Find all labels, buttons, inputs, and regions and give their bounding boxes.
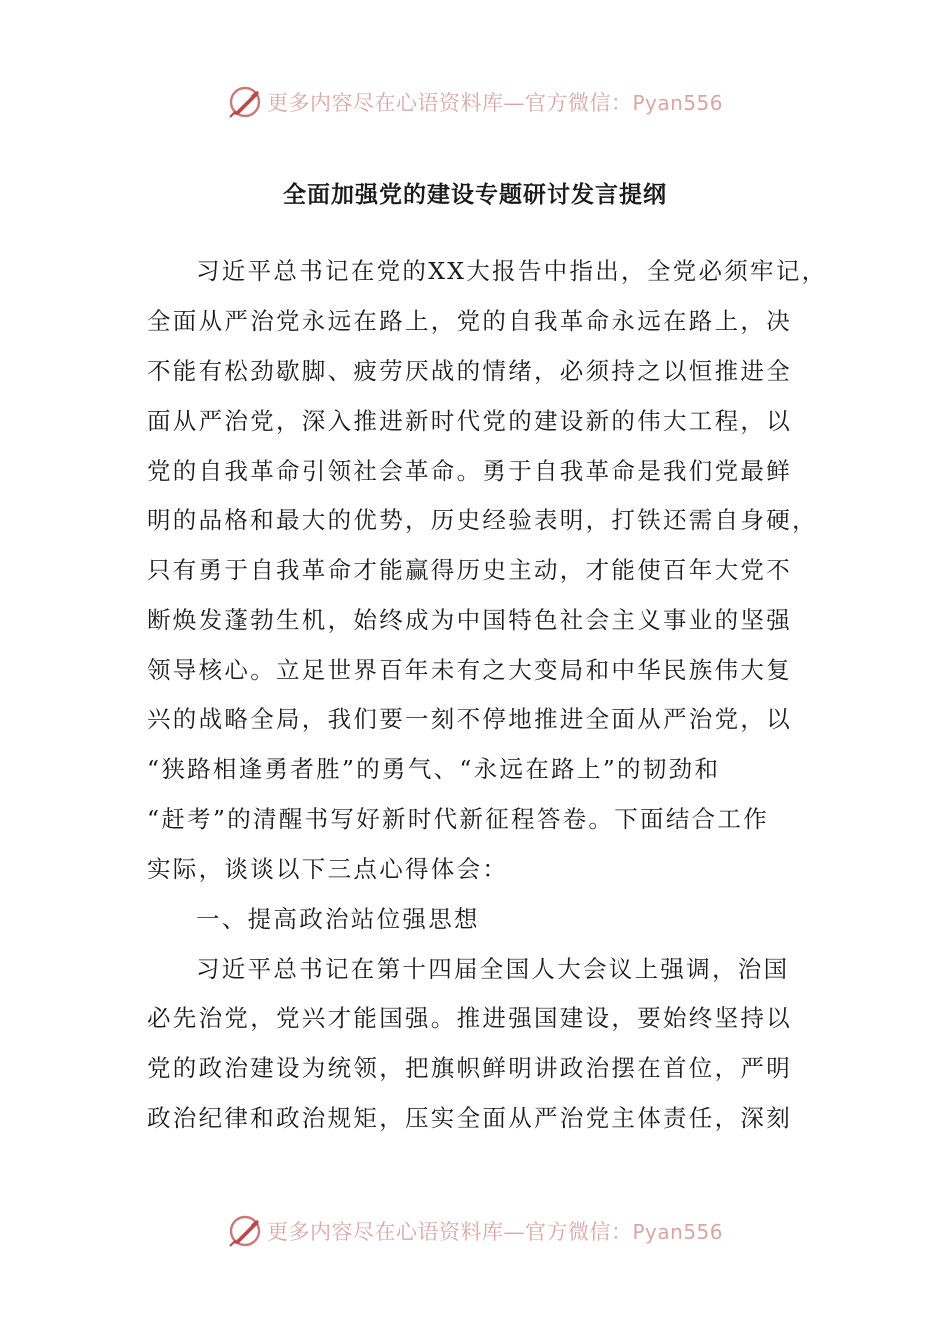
paragraph-line: 兴的战略全局，我们要一刻不停地推进全面从严治党，以 (147, 705, 792, 733)
paragraph-line: 只有勇于自我革命才能赢得历史主动，才能使百年大党不 (147, 556, 792, 584)
paragraph-line: 必先治党，党兴才能国强。推进强国建设，要始终坚持以 (147, 1004, 792, 1032)
header-watermark (0, 82, 950, 122)
paragraph-line: 不能有松劲歇脚、疲劳厌战的情绪，必须持之以恒推进全 (147, 357, 792, 385)
paragraph-line: 断焕发蓬勃生机，始终成为中国特色社会主义事业的坚强 (147, 606, 792, 634)
watermark-handle: Pyan556 (632, 1220, 723, 1244)
quill-pen-logo-icon (227, 84, 263, 120)
paragraph-line: “狭路相逢勇者胜”的勇气、“永远在路上”的韧劲和 (147, 755, 721, 783)
footer-watermark (0, 1211, 950, 1251)
paragraph-line: 政治纪律和政治规矩，压实全面从严治党主体责任，深刻 (147, 1104, 792, 1132)
watermark-handle: Pyan556 (632, 91, 723, 115)
paragraph-line: “赶考”的清醒书写好新时代新征程答卷。下面结合工作 (147, 805, 770, 833)
paragraph-line: 党的自我革命引领社会革命。勇于自我革命是我们党最鲜 (147, 457, 792, 485)
paragraph-line: 党的政治建设为统领，把旗帜鲜明讲政治摆在首位，严明 (147, 1054, 792, 1082)
paragraph-line: 明的品格和最大的优势，历史经验表明，打铁还需自身硬， (147, 506, 818, 534)
document-title: 全面加强党的建设专题研讨发言提纲 (283, 181, 667, 208)
watermark-text: 更多内容尽在心语资料库—官方微信：Pyan556 (266, 91, 723, 115)
paragraph-line: 领导核心。立足世界百年未有之大变局和中华民族伟大复 (147, 656, 792, 684)
paragraph-line: 习近平总书记在党的XX大报告中指出，全党必须牢记， (196, 257, 828, 285)
paragraph-line: 实际，谈谈以下三点心得体会： (147, 855, 509, 883)
watermark-text: 更多内容尽在心语资料库—官方微信：Pyan556 (266, 1220, 723, 1244)
quill-pen-logo-icon (227, 1213, 263, 1249)
paragraph-line: 习近平总书记在第十四届全国人大会议上强调，治国 (196, 955, 790, 983)
section-heading: 一、提高政治站位强思想 (196, 905, 480, 933)
paragraph-line: 全面从严治党永远在路上，党的自我革命永远在路上，决 (147, 307, 792, 335)
paragraph-line: 面从严治党，深入推进新时代党的建设新的伟大工程，以 (147, 407, 792, 435)
